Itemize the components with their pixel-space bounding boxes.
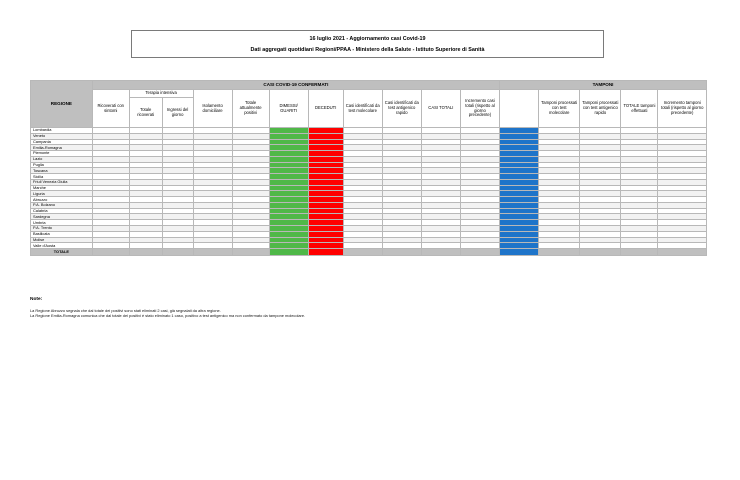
region-name-cell: Molise (31, 237, 93, 243)
cell-casi-antigenico (382, 249, 421, 256)
cell-isolamento (193, 249, 232, 256)
header-deceduti: DECEDUTI (308, 90, 343, 128)
header-group-ti: Terapia intensiva (129, 90, 193, 98)
region-name-cell: Toscana (31, 168, 93, 174)
title-box (131, 30, 604, 58)
header-group-casi: CASI COVID-19 CONFERMATI (92, 81, 499, 90)
header-row (31, 90, 707, 98)
region-name-cell: Puglia (31, 162, 93, 168)
region-name-cell: Piemonte (31, 151, 93, 157)
header-tamponi-antigenico: Tamponi processati con test antigenico rapido (580, 90, 621, 128)
header-incremento-tamponi: Incremento tamponi totali (rispetto al giorno precedente) (658, 90, 707, 128)
cell-dimessi (269, 249, 308, 256)
header-casi-antigenico: Casi identificati da test antigenico rapido (382, 90, 421, 128)
header-ti-ingressi: Ingressi del giorno (162, 98, 193, 128)
region-name-cell: Sardegna (31, 214, 93, 220)
header-dimessi: DIMESSI/ GUARITI (269, 90, 308, 128)
region-name-cell: Campania (31, 139, 93, 145)
cell-totale-positivi (232, 249, 269, 256)
cell-incremento-casi (460, 249, 499, 256)
notes-title: Note: (30, 297, 43, 302)
cell-totale-tamponi (621, 249, 658, 256)
note-line: La Regione Abruzzo segnala che dal totale dei positivi sono stati eliminati 2 casi, già segnalati da altra regione. (30, 308, 221, 313)
header-casi-molecolare: Casi identificati da test molecolare (343, 90, 382, 128)
cell-tamponi-antigenico (580, 249, 621, 256)
header-ricoverati: Ricoverati con sintomi (92, 90, 129, 128)
notes-section (30, 297, 550, 318)
cell-casi-molecolare (343, 249, 382, 256)
region-name-cell: TOTALE (31, 249, 93, 256)
cell-incremento-tamponi (658, 249, 707, 256)
header-incremento-casi: Incremento casi totali (rispetto al giorno precedente) (460, 90, 499, 128)
cell-persone-testate (500, 249, 539, 256)
region-name-cell: Basilicata (31, 231, 93, 237)
region-name-cell: Emilia-Romagna (31, 145, 93, 151)
region-name-cell: Marche (31, 185, 93, 191)
table-body (31, 128, 707, 256)
region-name-cell: Calabria (31, 208, 93, 214)
cell-ti-ingressi (162, 249, 193, 256)
region-name-cell: P.A. Bolzano (31, 202, 93, 208)
region-name-cell: Lombardia (31, 128, 93, 134)
region-name-cell: Friuli Venezia Giulia (31, 179, 93, 185)
header-persone-testate: Totale persone testate (500, 90, 539, 128)
page-title: 16 luglio 2021 - Aggiornamento casi Covid-19 (309, 36, 426, 42)
cell-ricoverati (92, 249, 129, 256)
region-name-cell: Umbria (31, 220, 93, 226)
header-group-tamponi: TAMPONI (500, 81, 707, 90)
cell-casi-totali (421, 249, 460, 256)
header-group-row (31, 81, 707, 90)
cell-ti-totale (129, 249, 162, 256)
cell-deceduti (308, 249, 343, 256)
total-row (31, 249, 707, 256)
region-name-cell: Valle d'Aosta (31, 243, 93, 249)
region-name-cell: Veneto (31, 133, 93, 139)
page-subtitle: Dati aggregati quotidiani Regioni/PPAA - Ministero della Salute - Istituto Superiore di Sanità (250, 47, 485, 54)
region-name-cell: P.A. Trento (31, 226, 93, 232)
header-totale-positivi: Totale attualmente positivi (232, 90, 269, 128)
header-regione: REGIONE (31, 81, 93, 128)
header-ti-totale: Totale ricoverati (129, 98, 162, 128)
covid-table-container (30, 80, 707, 256)
header-tamponi-molecolare: Tamponi processati con test molecolare (539, 90, 580, 128)
region-name-cell: Liguria (31, 191, 93, 197)
note-line: La Regione Emilia-Romagna comunica che dal totale dei positivi è stato eliminato 1 caso, positivo a test antigenico ma non confermato da tampone molecolare. (30, 313, 306, 318)
header-isolamento: Isolamento domiciliare (193, 90, 232, 128)
region-name-cell: Abruzzo (31, 197, 93, 203)
cell-tamponi-molecolare (539, 249, 580, 256)
covid-table (30, 80, 707, 256)
header-casi-totali: CASI TOTALI (421, 90, 460, 128)
region-name-cell: Sicilia (31, 174, 93, 180)
header-totale-tamponi: TOTALE tamponi effettuati (621, 90, 658, 128)
region-name-cell: Lazio (31, 156, 93, 162)
